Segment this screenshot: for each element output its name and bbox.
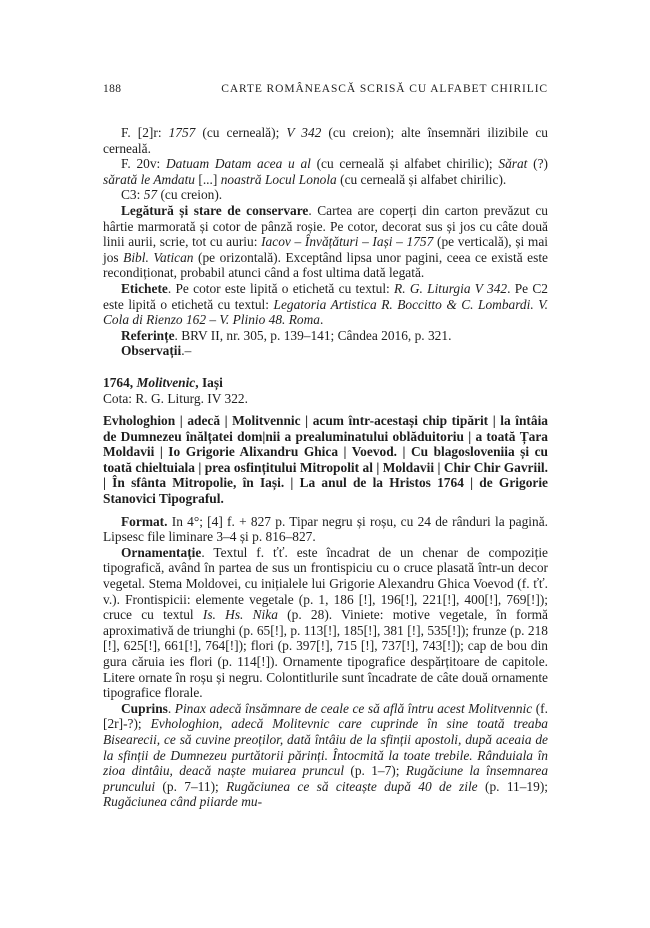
ornament-label: Ornamentație — [121, 544, 202, 560]
format-paragraph: Format. In 4°; [4] f. + 827 p. Tipar negru și roșu, cu 24 de rânduri la pagină. Lipsesc file liminare 3–4 și p. 816–827. — [103, 513, 548, 545]
running-title: CARTE ROMÂNEASCĂ SCRISĂ CU ALFABET CHIRILIC — [221, 83, 548, 95]
page-number: 188 — [103, 83, 122, 95]
labels-label: Etichete — [121, 280, 168, 296]
title-gap — [103, 406, 548, 413]
contents-label: Cuprins — [121, 700, 168, 716]
running-header — [103, 83, 548, 99]
format-label: Format. — [121, 513, 168, 529]
note-c3: C3: 57 (cu creion). — [121, 187, 223, 203]
observations-paragraph: Observații.– — [121, 343, 192, 359]
book-title: Evhologhion | adecă | Molitvennic | acum într-acestași chip tipărit | la întâia de Dumnezeu înălțatei dom|nii a prealuminatului oblăduitoriu | a toată Țara Moldavii | Io Grigorie Alixandru Ghica | Voevod. | Cu blagosloveniia și cu toată chieltuiala | prea osfințitului Mitropolit al | Moldavii | Chir Chir Gavriil. | În sfânta Mitropolie, în Iași. | La anul de la Hristos 1764 | de Grigorie Stanovici Tipograful. — [103, 413, 548, 507]
format-gap — [103, 507, 548, 514]
labels-paragraph: Etichete. Pe cotor este lipită o etichetă cu textul: R. G. Liturgia V 342. Pe C2 este lipită o etichetă cu textul: Legatoria Artistica R. Boccitto & C. Lombardi. V. Cola di Rienzo 162 – V. Plinio 48. Roma. — [103, 280, 548, 328]
page-body — [103, 125, 548, 810]
binding-label: Legătură și stare de conservare — [121, 202, 309, 218]
section-gap — [103, 359, 548, 375]
entry-heading: 1764, Molitvenic, Iași — [103, 374, 223, 390]
binding-paragraph: Legătură și stare de conservare. Cartea are coperți din carton prevăzut cu hârtie marmorată și cotor de pânză roșie. Pe cotor, decorat sus și jos cu câte două linii aurii, scrie, tot cu auriu: Iacov – Învățături – Iași – 1757 (pe verticală), și mai jos Bibl. Vatican (pe orizontală). Exceptând lipsa unor pagini, ceea ce există este recondiționat, probabil atunci când a fost ultima dată legată. — [103, 202, 549, 281]
references-paragraph: Referințe. BRV II, nr. 305, p. 139–141; Cândea 2016, p. 321. — [121, 327, 452, 343]
call-number: Cota: R. G. Liturg. IV 322. — [103, 390, 248, 406]
ornament-paragraph: Ornamentație. Textul f. ťť. este încadrat de un chenar de compoziție tipografică, având în partea de sus un frontispiciu cu o cruce plasată într-un decor vegetal. Stema Moldovei, cu inițialele lui Grigorie Alexandru Ghica Voevod (f. ťť. v.). Frontispicii: elemente vegetale (p. 1, 186 [!], 196[!], 221[!], 400[!], 769[!]); cruce cu textul Is. Hs. Nika (p. 28). Viniete: motive vegetale, în formă aproximativă de triunghi (p. 65[!], p. 113[!], 185[!], 381 [!], 535[!]); frunze (p. 218 [!], 625[!], 661[!], 764[!]); flori (p. 397[!], 715 [!], 737[!], 743[!]); cap de bou din gura căruia ies flori (p. 114[!]). Ornamente tipografice despărțitoare de capitole. Litere ornate în roșu și negru. Colontitlurile sunt încadrate de câte două ornamente tipografice florale. — [103, 544, 548, 701]
note-f2r: F. [2]r: 1757 (cu cerneală); V 342 (cu creion); alte însemnări ilizibile cu cerneală. — [103, 125, 548, 156]
observations-label: Observații — [121, 343, 182, 359]
references-label: Referințe — [121, 327, 175, 343]
note-f20v: F. 20v: Datuam Datam acea u al (cu cerneală și alfabet chirilic); Sărat (?) sărată le Amdatu [...] noastră Locul Lonola (cu cerneală și alfabet chirilic). — [103, 156, 548, 187]
contents-paragraph: Cuprins. Pinax adecă însămnare de ceale ce să află întru acest Molitvennic (f. [2r]-?); Evhologhion, adecă Molitevnic care cuprinde în sine toată treaba Bisearecii, ce să cuvine preoților, dată întâiu de la sfinții apostoli, după aceaia de la sfinții de Dumnezeu purtătorii părinți. Întocmită la toate trebile. Rânduiala în zioa dintâiu, deacă naște muiarea pruncul (p. 1–7); Rugăciune la însemnarea pruncului (p. 7–11); Rugăciunea ce să citeaște după 40 de zile (p. 11–19); Rugăciunea când piiarde mu- — [103, 700, 549, 810]
